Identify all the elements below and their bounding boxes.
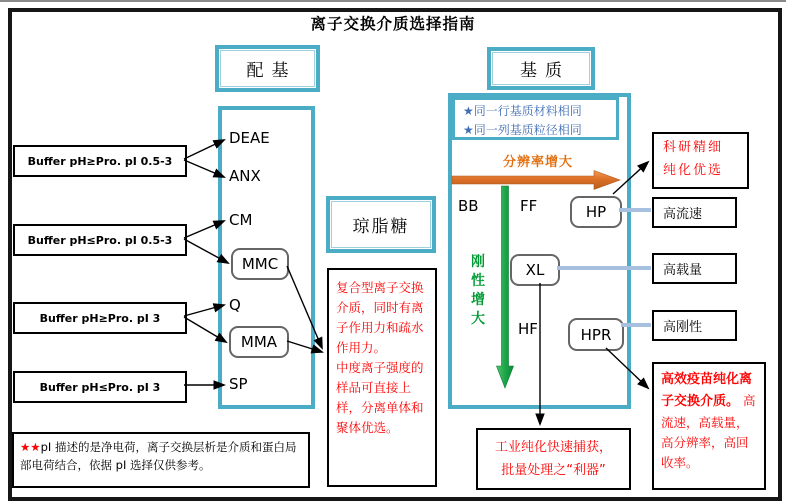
vaccine-note-box: [652, 362, 766, 490]
ligand-q: Q: [229, 296, 241, 314]
footnote-box: [12, 432, 310, 488]
rigidity-label: 刚性增大: [471, 254, 485, 327]
diagram-title: 离子交换介质选择指南: [310, 15, 476, 33]
footnote-stars: ★★: [20, 440, 41, 454]
industry-note-line1: 工业纯化快速捕获，: [494, 439, 612, 455]
composite-note-para2: 中度离子强度的样品可直接上样，分离单体和聚体优选。: [336, 360, 424, 435]
cell-xl-box: XL: [510, 254, 560, 286]
cell-hp-box: HP: [570, 196, 622, 228]
ligand-mmc-box: MMC: [231, 248, 289, 280]
ligand-sp: SP: [229, 375, 248, 393]
buffer-box-1: Buffer pH≥Pro. pI 0.5-3: [13, 145, 187, 177]
feature-box-capacity: 高载量: [652, 253, 737, 284]
ligand-cm: CM: [229, 211, 253, 229]
matrix-box: [448, 93, 631, 409]
resolution-label: 分辨率增大: [502, 155, 573, 170]
buffer-box-3: Buffer pH≥Pro. pI 3: [13, 302, 187, 334]
research-note-line2: 纯化优选: [663, 163, 724, 179]
feature-box-rigidity: 高刚性: [652, 310, 737, 341]
footnote-text: pI 描述的是净电荷，离子交换层析是介质和蛋白局部电荷结合，依据 pI 选择仅供参考。: [20, 440, 297, 473]
ligand-mma-box: MMA: [229, 326, 289, 358]
cell-bb: BB: [458, 197, 479, 215]
cell-ff: FF: [520, 197, 538, 215]
research-note-box: [652, 132, 749, 189]
buffer-box-2: Buffer pH≤Pro. pI 0.5-3: [13, 224, 187, 256]
cell-hf: HF: [518, 320, 538, 338]
vaccine-note-normal: 高流速，高载量，高分辨率，高回收率。: [661, 392, 756, 470]
top-edge-line: [0, 0, 786, 2]
matrix-header-box: 基质: [487, 47, 595, 90]
ligand-anx: ANX: [229, 167, 261, 185]
agarose-box: 琼脂糖: [326, 196, 436, 253]
feature-box-flow-rate: 高流速: [652, 197, 737, 228]
matrix-note-row: ★同一行基质材料相同: [463, 104, 582, 118]
research-note-line1: 科研精细: [663, 140, 724, 155]
matrix-note-col: ★同一列基质粒径相同: [463, 122, 582, 137]
industry-note-box: [476, 428, 631, 490]
industry-note-line2: 批量处理之“利器”: [501, 463, 606, 478]
buffer-box-4: Buffer pH≤Pro. pI 3: [13, 371, 187, 403]
vaccine-note-bold: 高效疫苗纯化离子交换介质。: [661, 372, 753, 409]
ligand-deae: DEAE: [229, 129, 270, 147]
cell-hpr-box: HPR: [568, 318, 624, 351]
matrix-notes-box: [452, 97, 619, 140]
composite-note-box: [327, 268, 437, 487]
ligand-header-box: 配基: [215, 45, 320, 92]
composite-note-para1: 复合型离子交换介质，同时有离子作用力和疏水作用力。: [336, 280, 424, 355]
